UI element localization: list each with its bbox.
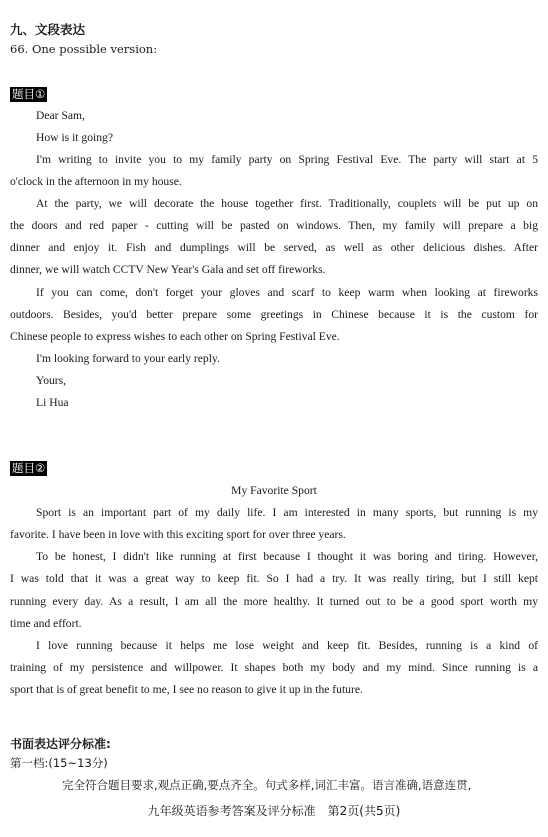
letter-line: o'clock in the afternoon in my house. <box>10 175 182 188</box>
letter-line: At the party, we will decorate the house together first. Traditionally, couplets will be put up on <box>36 197 538 210</box>
letter-line: If you can come, don't forget your gloves and scarf to keep warm when looking at fireworks <box>36 286 538 299</box>
version-line: 66. One possible version: <box>10 42 158 56</box>
essay-line: sport that is of great benefit to me, I see no reason to give it up in the future. <box>10 683 363 696</box>
letter-line: dinner and enjoy it. Fish and dumplings will be served, as well as other delicious dishes. After <box>10 241 538 254</box>
letter-greeting: How is it going? <box>36 131 113 144</box>
grade-heading: 第一档:(15~13分) <box>10 756 108 770</box>
essay-title: My Favorite Sport <box>231 484 317 497</box>
page-footer: 九年级英语参考答案及评分标准 第2页(共5页) <box>147 804 401 818</box>
scoring-title: 书面表达评分标准: <box>10 737 111 751</box>
essay-line: I was told that it was a great way to keep fit. So I had a try. It was really tiring, but I still kept <box>10 572 538 585</box>
essay-line: time and effort. <box>10 617 82 630</box>
topic1-tag: 题目① <box>12 87 46 101</box>
letter-line: the doors and red paper - cutting will be pasted on windows. Then, my family will prepare a big <box>10 219 538 232</box>
essay-line: favorite. I have been in love with this exciting sport for over three years. <box>10 528 346 541</box>
letter-line: dinner, we will watch CCTV New Year's Gala and set off fireworks. <box>10 263 326 276</box>
letter-line: I'm writing to invite you to my family party on Spring Festival Eve. The party will start at 5 <box>36 153 538 166</box>
letter-signature: Li Hua <box>36 396 69 409</box>
letter-line: Chinese people to express wishes to each other on Spring Festival Eve. <box>10 330 340 343</box>
letter-closing: Yours, <box>36 374 67 387</box>
topic2-tag: 题目② <box>12 461 46 475</box>
letter-line: outdoors. Besides, you'd better prepare some greetings in Chinese because it is the custom for <box>10 308 538 321</box>
section-heading: 九、文段表达 <box>10 22 86 37</box>
letter-salutation: Dear Sam, <box>36 109 85 122</box>
essay-line: I love running because it helps me lose weight and keep fit. Besides, running is a kind of <box>36 639 538 652</box>
essay-line: To be honest, I didn't like running at first because I thought it was boring and tiring. However, <box>36 550 538 563</box>
essay-line: Sport is an important part of my daily life. I am interested in many sports, but running is my <box>36 506 538 519</box>
essay-line: running every day. As a result, I am all the more healthy. It turned out to be a good sport worth my <box>10 595 538 608</box>
essay-line: training of my persistence and willpower. It shapes both my body and my mind. Since running is a <box>10 661 538 674</box>
grade-description: 完全符合题目要求,观点正确,要点齐全。句式多样,词汇丰富。语言准确,语意连贯, <box>62 778 472 792</box>
letter-line: I'm looking forward to your early reply. <box>36 352 220 365</box>
